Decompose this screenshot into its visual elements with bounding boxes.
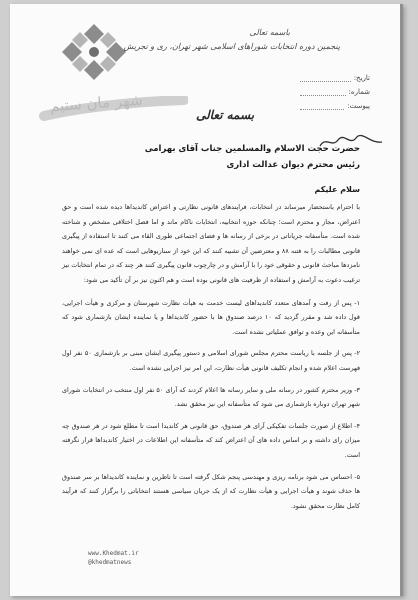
footer-handle: @khedmatnews <box>88 559 132 566</box>
greeting: سلام علیکم <box>314 185 360 194</box>
attachment-line <box>300 103 344 110</box>
committee-name: پنجمین دوره انتخابات شوراهای اسلامی شهر تهران، ری و تجریش <box>123 42 340 51</box>
letter-meta <box>300 74 370 116</box>
item-paragraph-1: ۱- پس از رفت و آمدهای متعدد کاندیداهای لیست خدمت به هیأت نظارت شهرستان و مرکزی و هیأت اجرایی، قول داده شد و مقرر گردید که ۱۰ درصد صندوق ها با حضور کاندیداها و یا نماینده ایشان بازشماری شود که متأسفانه این وعده و توافق عملیاتی نشده است. <box>62 298 360 336</box>
attachment-row <box>300 102 370 110</box>
court-title: رئیس محترم دیوان عدالت اداری <box>226 160 360 170</box>
item-paragraph-5: ۵- احساس می شود برنامه ریزی و مهندسی پنجم شکل گرفته است تا ناظرین و نماینده کاندیداها بر سر صندوق ها حذف شوند و هیأت اجرایی و هیأت نظارت که از یک جریان سیاسی هستند انتخاباتی را برگزار کنند که فرآیند کامل نظارت محقق نشود. <box>62 472 360 510</box>
date-row <box>300 74 370 82</box>
letter-body <box>62 200 360 520</box>
footer-site: www.Khedmat.ir <box>88 550 139 557</box>
item-paragraph-4: ۴- اطلاع از صورت جلسات تفکیکی آرای هر صندوق، حق قانونی هر کاندیدا است تا مطلع شود در هر صندوق چه میزان رای داشته و بر اساس داده های آن اعتراض کند که متأسفانه این اطلاعات در اختیار کاندیداها قرار نگرفته است. <box>62 421 360 459</box>
item-paragraph-3: ۳- وزیر محترم کشور در رسانه ملی و سایر رسانه ها اعلام کردند که آرای ۵۰ نفر اول منتخب در انتخابات شورای شهر تهران دوباره بازشماری می شود که متأسفانه این نیز محقق نشد. <box>62 385 360 409</box>
attachment-label: پیوست: <box>347 102 370 110</box>
letter-basmala: بسمه تعالی <box>196 108 255 122</box>
letter-page <box>10 4 403 596</box>
header-basmala: باسمه تعالی <box>249 28 290 37</box>
date-label: تاریخ: <box>353 74 370 82</box>
number-label: شماره: <box>348 88 370 96</box>
date-line <box>300 75 351 82</box>
flower-logo <box>58 20 130 82</box>
footer <box>88 549 139 567</box>
logo-text: شهر مان ستیم <box>49 90 144 116</box>
number-line <box>300 89 346 96</box>
number-row <box>300 88 370 96</box>
item-paragraph-2: ۲- پس از جلسه با ریاست محترم مجلس شورای اسلامی و دستور پیگیری ایشان مبنی بر بازشماری ۵۰ نفر اول فهرست اعلام شده و انجام تکلیف قانونی هیأت نظارت، این امر نیز اجرایی نشده است. <box>62 349 360 372</box>
intro-paragraph: با احترام باستحضار میرساند در انتخابات، فرایندهای قانونی نظارتی و اعتراض کاندیداها دیده شده است و حق اعتراض، مجاز و محترم است؛ چنانکه حوزه انتخابیه، انتخابات ناکام ماند و اما فصل اختلافی مشخص و شناخته شده است. متأسفانه جریاناتی در برخی از رسانه ها و فضای اجتماعی طوری القاء می کنند تا استفاده از پیگیری قانونی مطالبات را به فتنه ۸۸ و معترضین آن تشبیه کنند که این خود از سناریوهایی است که عده ای نمی خواهند نامزدها مباحث قانونی و حقوقی خود را با آرامش و در چارچوب قانون پیگیری کنند هر چند که در تمام انتخابات نیز ترغیب دعوت به آرامش و استفاده از ظرفیت های قانونی بوده است و هم اکنون نیز بر آن تأکید می شود: <box>62 203 361 284</box>
recipient-line: حضرت حجت الاسلام والمسلمین جناب آقای بهرامی <box>144 144 360 154</box>
